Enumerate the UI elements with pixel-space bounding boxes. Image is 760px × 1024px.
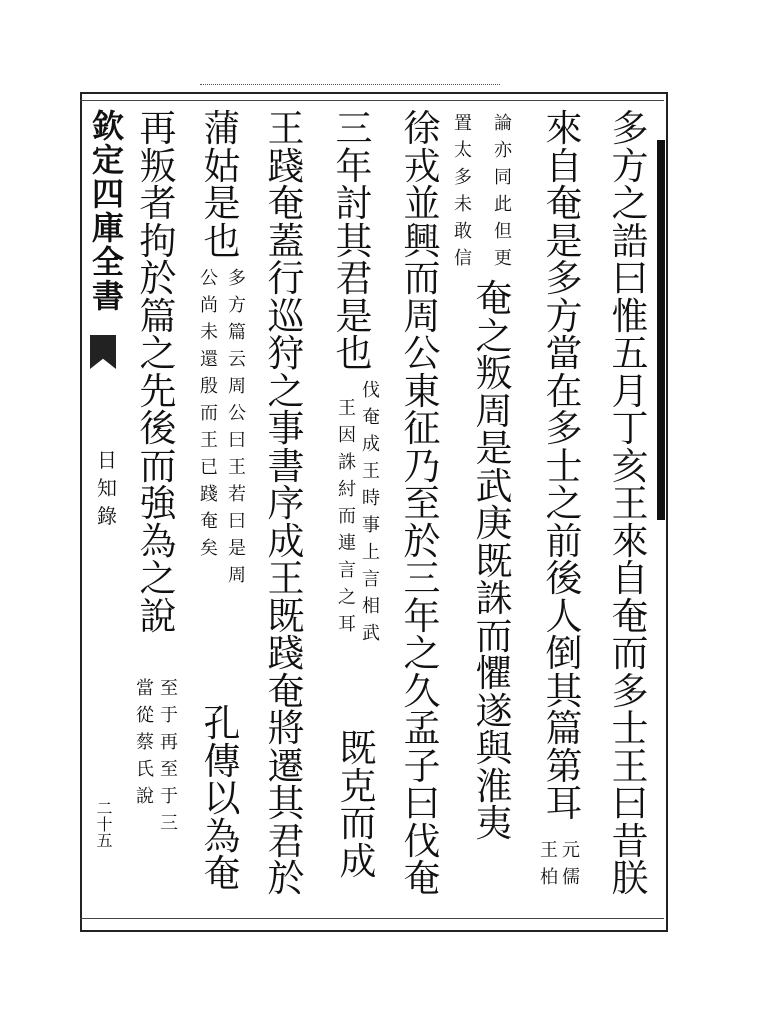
glyph: 丁 [611, 407, 649, 450]
top-dotted-line [200, 84, 500, 85]
glyph: 相 [362, 596, 380, 617]
margin-page-number: 二十五 [94, 800, 113, 848]
glyph: 奄 [203, 852, 241, 895]
text-column-2 [540, 107, 588, 825]
glyph: 公 [228, 403, 246, 424]
glyph: 拘 [139, 219, 177, 263]
glyph: 伐 [403, 819, 441, 863]
glyph: 武 [362, 623, 380, 644]
glyph: 說 [139, 594, 177, 638]
right-margin-bar [657, 140, 665, 520]
glyph: 未 [454, 194, 472, 215]
glyph: 來 [545, 107, 583, 150]
note-column-7b [198, 270, 220, 567]
glyph: 也 [203, 219, 241, 263]
glyph: 也 [335, 332, 373, 375]
glyph: 曰 [611, 257, 649, 300]
glyph: 而 [475, 614, 513, 658]
glyph: 公 [200, 268, 218, 289]
glyph: 奄 [545, 182, 583, 225]
glyph: 上 [362, 542, 380, 563]
glyph: 而 [403, 257, 441, 300]
glyph: 是 [335, 294, 373, 338]
glyph: 興 [403, 219, 441, 263]
glyph: 庚 [475, 502, 513, 545]
glyph: 之 [611, 182, 649, 225]
glyph: 是 [545, 219, 583, 263]
note-column-2b [538, 842, 560, 896]
glyph: 多 [545, 407, 583, 450]
glyph: 知 [97, 476, 117, 500]
glyph: 再 [160, 732, 178, 753]
glyph: 論 [494, 113, 512, 134]
glyph: 而 [338, 506, 356, 527]
glyph: 者 [139, 182, 177, 225]
note-column-5a [360, 382, 382, 652]
glyph: 云 [228, 349, 246, 370]
glyph: 成 [362, 434, 380, 455]
glyph: 後 [545, 557, 583, 600]
glyph: 至 [160, 759, 178, 780]
glyph: 至 [403, 482, 441, 525]
glyph: 之 [403, 632, 441, 675]
glyph: 伐 [362, 380, 380, 401]
glyph: 傳 [203, 739, 241, 783]
glyph: 蒲 [203, 107, 241, 150]
glyph: 儒 [562, 867, 580, 888]
glyph: 王 [267, 107, 305, 150]
glyph: 王 [362, 461, 380, 482]
glyph: 奄 [475, 277, 513, 320]
glyph: 久 [403, 669, 441, 713]
glyph: 為 [203, 814, 241, 858]
glyph: 事 [267, 407, 305, 450]
glyph: 而 [139, 444, 177, 488]
glyph: 于 [160, 705, 178, 726]
glyph: 蓋 [267, 219, 305, 263]
glyph: 說 [136, 786, 154, 807]
glyph: 耳 [338, 614, 356, 635]
glyph: 曰 [228, 430, 246, 451]
glyph: 蔡 [136, 732, 154, 753]
glyph: 王 [200, 430, 218, 451]
glyph: 耳 [545, 782, 583, 825]
glyph: 更 [494, 248, 512, 269]
glyph: 於 [139, 257, 177, 300]
glyph: 五 [611, 332, 649, 375]
glyph: 先 [139, 369, 177, 413]
glyph: 尚 [200, 295, 218, 316]
glyph: 王 [267, 557, 305, 600]
glyph: 序 [267, 482, 305, 525]
glyph: 其 [335, 219, 373, 263]
glyph: 成 [339, 839, 377, 883]
glyph: 多 [454, 167, 472, 188]
glyph: 書 [91, 277, 124, 315]
glyph: 之 [267, 369, 305, 413]
glyph: 之 [139, 557, 177, 600]
glyph: 奄 [403, 857, 441, 900]
glyph: 周 [228, 376, 246, 397]
glyph: 既 [339, 727, 377, 770]
glyph: 而 [611, 632, 649, 675]
text-column-3 [470, 277, 518, 845]
glyph: 亥 [611, 444, 649, 488]
glyph: 事 [362, 515, 380, 536]
glyph: 是 [228, 538, 246, 559]
glyph: 淮 [475, 764, 513, 808]
note-column-3b [452, 115, 474, 277]
glyph: 將 [267, 707, 305, 750]
glyph: 曰 [228, 511, 246, 532]
glyph: 其 [545, 669, 583, 713]
text-column-5 [330, 107, 378, 375]
glyph: 孟 [403, 707, 441, 750]
glyph: 夷 [475, 802, 513, 845]
glyph: 前 [545, 519, 583, 563]
glyph: 公 [403, 332, 441, 375]
glyph: 篇 [139, 294, 177, 338]
glyph: 奄 [267, 182, 305, 225]
note-column-7a [226, 270, 248, 594]
glyph: 自 [545, 144, 583, 188]
margin-title [88, 107, 128, 315]
glyph: 奄 [267, 669, 305, 713]
glyph: 以 [203, 777, 241, 820]
glyph: 此 [494, 194, 512, 215]
glyph: 年 [335, 144, 373, 188]
glyph: 從 [136, 705, 154, 726]
glyph: 於 [403, 519, 441, 563]
glyph: 乃 [403, 444, 441, 488]
glyph: 時 [362, 488, 380, 509]
glyph: 是 [475, 427, 513, 470]
text-column-1 [606, 107, 654, 900]
glyph: 置 [454, 113, 472, 134]
glyph: 之 [545, 482, 583, 525]
glyph: 信 [454, 248, 472, 269]
glyph: 而 [339, 802, 377, 845]
glyph: 遷 [267, 744, 305, 788]
glyph: 篇 [545, 707, 583, 750]
glyph: 殷 [200, 376, 218, 397]
glyph: 而 [200, 403, 218, 424]
glyph: 方 [545, 294, 583, 338]
glyph: 定 [91, 141, 124, 179]
glyph: 三 [160, 813, 178, 834]
note-column-8a [158, 680, 180, 842]
glyph: 矣 [200, 538, 218, 559]
bottom-rule [80, 918, 664, 919]
glyph: 于 [160, 786, 178, 807]
glyph: 叛 [475, 352, 513, 395]
glyph: 誥 [611, 219, 649, 263]
glyph: 柏 [540, 867, 558, 888]
text-column-7 [198, 107, 246, 263]
glyph: 狩 [267, 332, 305, 375]
glyph: 既 [267, 594, 305, 638]
glyph: 在 [545, 369, 583, 413]
glyph: 誅 [475, 577, 513, 620]
note-column-5b [336, 400, 358, 643]
glyph: 後 [139, 407, 177, 450]
glyph: 言 [338, 560, 356, 581]
glyph: 遂 [475, 689, 513, 733]
glyph: 於 [267, 857, 305, 900]
text-column-8 [134, 107, 182, 638]
glyph: 還 [200, 349, 218, 370]
glyph: 並 [403, 182, 441, 225]
glyph: 太 [454, 140, 472, 161]
glyph: 多 [611, 669, 649, 713]
glyph: 王 [228, 457, 246, 478]
text-column-6 [262, 107, 310, 900]
glyph: 敢 [454, 221, 472, 242]
glyph: 人 [545, 594, 583, 638]
glyph: 行 [267, 257, 305, 300]
glyph: 奄 [611, 594, 649, 638]
glyph: 已 [200, 457, 218, 478]
glyph: 巡 [267, 294, 305, 338]
glyph: 若 [228, 484, 246, 505]
glyph: 戎 [403, 144, 441, 188]
text-column-5c [334, 727, 382, 883]
glyph: 士 [545, 444, 583, 488]
glyph: 奄 [362, 407, 380, 428]
glyph: 是 [203, 182, 241, 225]
glyph: 武 [475, 464, 513, 508]
glyph: 倒 [545, 632, 583, 675]
glyph: 再 [139, 107, 177, 150]
glyph: 來 [611, 519, 649, 563]
glyph: 王 [611, 482, 649, 525]
glyph: 方 [228, 295, 246, 316]
glyph: 言 [362, 569, 380, 590]
glyph: 之 [139, 332, 177, 375]
glyph: 踐 [267, 632, 305, 675]
glyph: 亦 [494, 140, 512, 161]
glyph: 奄 [200, 511, 218, 532]
glyph: 欽 [91, 107, 124, 145]
glyph: 之 [475, 314, 513, 358]
glyph: 但 [494, 221, 512, 242]
note-column-3a [492, 115, 514, 277]
glyph: 篇 [228, 322, 246, 343]
glyph: 第 [545, 744, 583, 788]
text-column-4 [398, 107, 446, 900]
glyph: 同 [494, 167, 512, 188]
glyph: 庫 [91, 209, 124, 247]
glyph: 朕 [611, 857, 649, 900]
glyph: 強 [139, 482, 177, 525]
glyph: 叛 [139, 144, 177, 188]
glyph: 既 [475, 539, 513, 583]
glyph: 四 [91, 175, 124, 213]
text-column-7c [198, 702, 246, 895]
glyph: 周 [403, 294, 441, 338]
glyph: 元 [562, 840, 580, 861]
glyph: 之 [338, 587, 356, 608]
glyph: 踐 [267, 144, 305, 188]
glyph: 君 [267, 819, 305, 863]
glyph: 年 [403, 594, 441, 638]
margin-book-title [96, 450, 118, 534]
glyph: 王 [611, 744, 649, 788]
glyph: 多 [228, 268, 246, 289]
glyph: 昔 [611, 819, 649, 863]
glyph: 周 [475, 389, 513, 433]
glyph: 三 [403, 557, 441, 600]
glyph: 錄 [97, 504, 117, 528]
glyph: 三 [335, 107, 373, 150]
glyph: 月 [611, 369, 649, 413]
glyph: 孔 [203, 702, 241, 745]
glyph: 周 [228, 565, 246, 586]
note-column-2a [560, 842, 582, 896]
glyph: 氏 [136, 759, 154, 780]
glyph: 書 [267, 444, 305, 488]
glyph: 君 [335, 257, 373, 300]
glyph: 王 [540, 840, 558, 861]
glyph: 自 [611, 557, 649, 600]
glyph: 與 [475, 727, 513, 770]
note-column-8b [134, 680, 156, 815]
glyph: 士 [611, 707, 649, 750]
glyph: 方 [611, 144, 649, 188]
glyph: 全 [91, 243, 124, 281]
glyph: 當 [545, 332, 583, 375]
glyph: 誅 [338, 452, 356, 473]
glyph: 東 [403, 369, 441, 413]
glyph: 曰 [611, 782, 649, 825]
glyph: 多 [545, 257, 583, 300]
glyph: 紂 [338, 479, 356, 500]
glyph: 為 [139, 519, 177, 563]
glyph: 未 [200, 322, 218, 343]
glyph: 姑 [203, 144, 241, 188]
glyph: 懼 [475, 652, 513, 695]
glyph: 討 [335, 182, 373, 225]
glyph: 王 [338, 398, 356, 419]
glyph: 多 [611, 107, 649, 150]
glyph: 惟 [611, 294, 649, 338]
glyph: 其 [267, 782, 305, 825]
glyph: 曰 [403, 782, 441, 825]
glyph: 征 [403, 407, 441, 450]
glyph: 子 [403, 744, 441, 788]
glyph: 踐 [200, 484, 218, 505]
glyph: 克 [339, 764, 377, 808]
glyph: 日 [97, 448, 117, 472]
top-rule [80, 100, 664, 101]
glyph: 徐 [403, 107, 441, 150]
glyph: 成 [267, 519, 305, 563]
glyph: 連 [338, 533, 356, 554]
glyph: 至 [160, 678, 178, 699]
glyph: 因 [338, 425, 356, 446]
glyph: 當 [136, 678, 154, 699]
